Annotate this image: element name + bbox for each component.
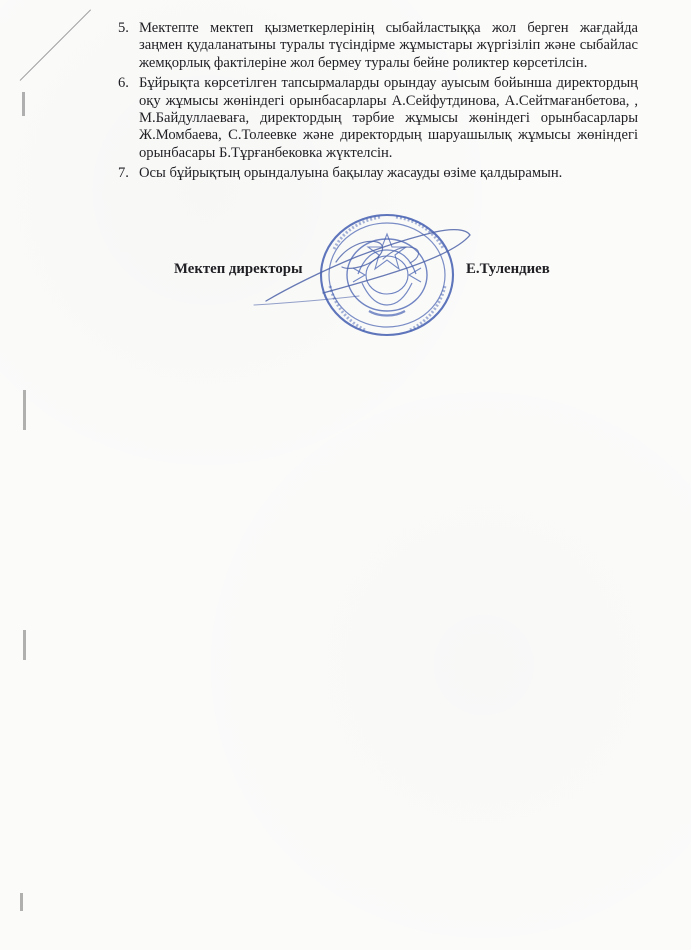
left-margin-mark-3 — [23, 630, 26, 660]
left-margin-mark-2 — [23, 390, 26, 430]
list-item-number: 7. — [118, 165, 129, 182]
list-item-text: Бұйрықта көрсетілген тапсырмаларды орындау ауысым бойынша директордың оқу жұмысы жөніндегі орынбасарлары А.Сейфутдинова, А.Сейтмағанбетова, , М.Байдуллаеваға, директордың тәрбие жұмысы жөніндегі орынбасарлары Ж.Момбаева, С.Толеевке және директордың шаруашылық жұмысы жөніндегі орынбасары Б.Тұрғанбековка жүктелсін. — [139, 75, 638, 161]
list-item-number: 5. — [118, 20, 129, 36]
corner-scan-line — [20, 9, 91, 80]
official-seal-stamp — [316, 211, 458, 339]
signature-name: Е.Тулендиев — [466, 261, 550, 277]
signature-title: Мектеп директоры — [174, 261, 303, 277]
list-item-text: Осы бұйрықтың орындалуына бақылау жасауды өзіме қалдырамын. — [139, 165, 563, 182]
list-item — [118, 165, 638, 182]
list-item-text: Мектепте мектеп қызметкерлерінің сыбайластыққа жол берген жағдайда заңмен қудаланатыны туралы түсіндірме жұмыстары жүргізіліп және сыбайлас жемқорлық фактілеріне жол бермеу туралы бейне роликтер көрсетілсін. — [139, 20, 638, 71]
list-item — [118, 20, 638, 72]
list-item — [118, 75, 638, 162]
left-margin-mark-1 — [22, 92, 25, 116]
list-item-number: 6. — [118, 75, 129, 92]
left-margin-mark-4 — [20, 893, 23, 911]
order-list — [118, 20, 638, 186]
